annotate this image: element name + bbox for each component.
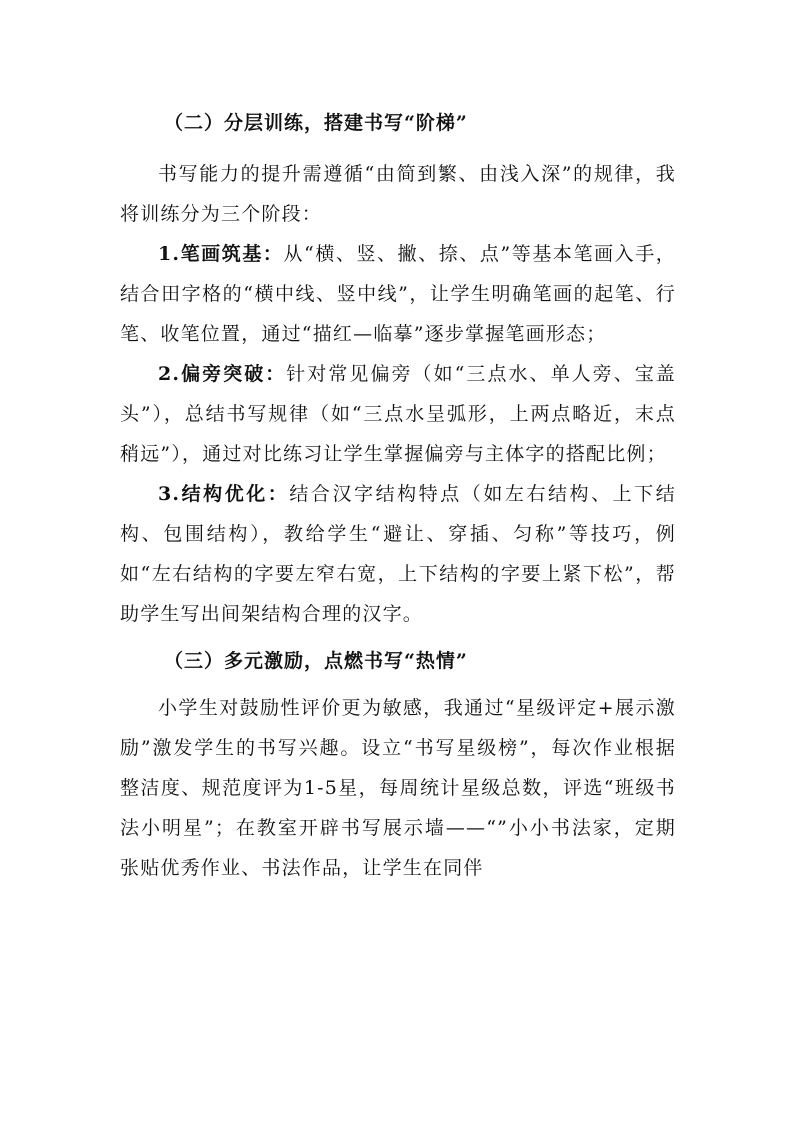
item-lead: 2.偏旁突破： <box>158 363 287 385</box>
item-text: 结合汉字结构特点（如左右结构、上下结构、包围结构），教给学生“避让、穿插、匀称”等技巧，例如“左右结构的字要左窄右宽，上下结构的字要上紧下松”，帮助学生写出间架结构合理的汉字。 <box>120 483 676 625</box>
list-item-stroke-foundation <box>120 234 676 354</box>
paragraph-incentives: 小学生对鼓励性评价更为敏感，我通过“星级评定+展示激励”激发学生的书写兴趣。设立“书写星级榜”，每次作业根据整洁度、规范度评为1-5星，每周统计星级总数，评选“班级书法小明星”；在教室开辟书写展示墙——“”小小书法家，定期张贴优秀作业、书法作品，让学生在同伴 <box>120 697 676 879</box>
list-item-structure-optimization <box>120 474 676 634</box>
item-text: 从“横、竖、撇、捺、点”等基本笔画入手，结合田字格的“横中线、竖中线”，让学生明确笔画的起笔、行笔、收笔位置，通过“描红—临摹”逐步掌握笔画形态； <box>120 243 676 345</box>
item-lead: 3.结构优化： <box>158 483 290 505</box>
item-lead: 1.笔画筑基： <box>158 243 284 265</box>
section-heading-tiered-training: （二）分层训练，搭建书写“阶梯” <box>164 112 468 134</box>
list-item-radical-breakthrough <box>120 354 676 474</box>
paragraph-intro: 书写能力的提升需遵循“由简到繁、由浅入深”的规律，我将训练分为三个阶段： <box>120 163 676 225</box>
document-body <box>120 102 676 888</box>
section-heading-multiple-incentives: （三）多元激励，点燃书写“热情” <box>164 650 468 672</box>
item-text: 针对常见偏旁（如“三点水、单人旁、宝盖头”），总结书写规律（如“三点水呈弧形，上两点略近，末点稍远”），通过对比练习让学生掌握偏旁与主体字的搭配比例； <box>120 363 676 465</box>
